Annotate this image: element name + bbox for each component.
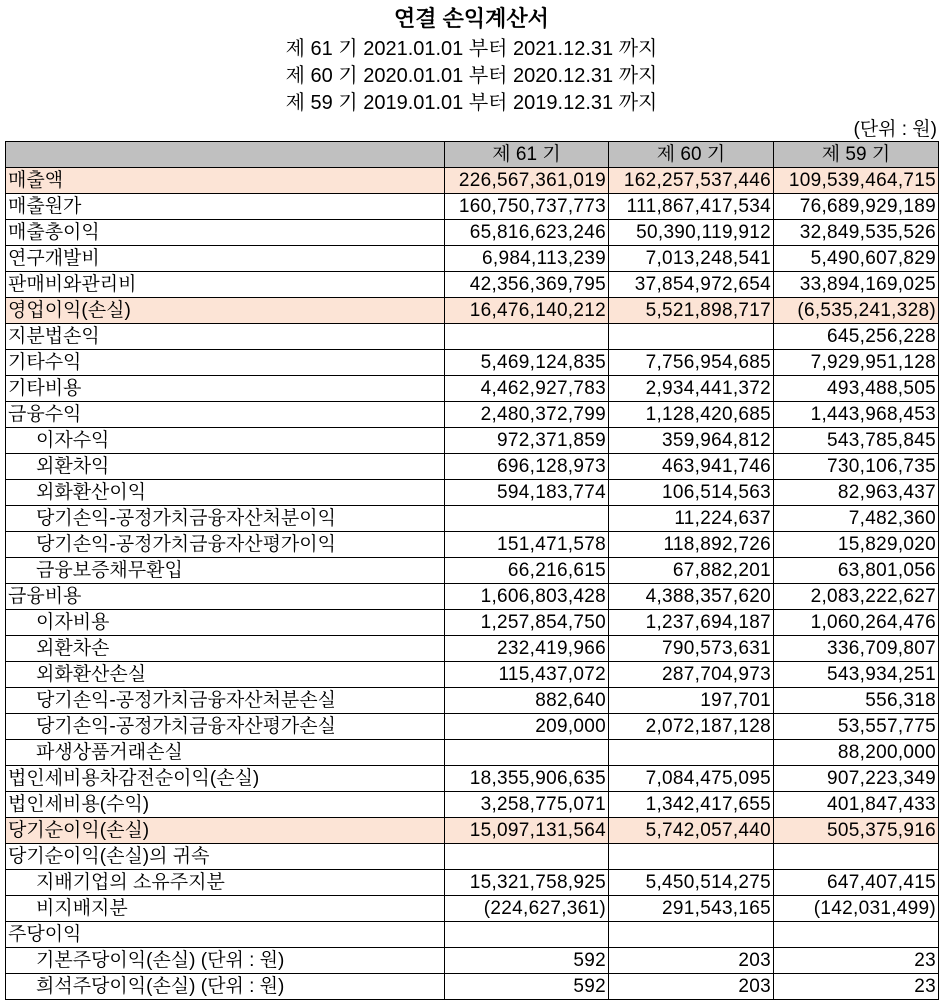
value-cell-60: 197,701 bbox=[609, 688, 774, 714]
row-label: 당기순이익(손실)의 귀속 bbox=[6, 844, 445, 870]
value-cell-60: 4,388,357,620 bbox=[609, 584, 774, 610]
column-header-59: 제 59 기 bbox=[774, 142, 939, 168]
row-label: 기타비용 bbox=[6, 376, 445, 402]
table-row bbox=[6, 454, 939, 480]
value-cell-59: 505,375,916 bbox=[774, 818, 939, 844]
value-cell-60: 203 bbox=[609, 948, 774, 974]
income-statement-table bbox=[5, 141, 939, 1000]
value-cell-60: 1,342,417,655 bbox=[609, 792, 774, 818]
table-row bbox=[6, 246, 939, 272]
table-row bbox=[6, 662, 939, 688]
table-row bbox=[6, 948, 939, 974]
value-cell-59: 730,106,735 bbox=[774, 454, 939, 480]
table-row bbox=[6, 610, 939, 636]
value-cell-60: 118,892,726 bbox=[609, 532, 774, 558]
statement-title: 연결 손익계산서 bbox=[394, 6, 549, 31]
value-cell-61: 209,000 bbox=[445, 714, 609, 740]
value-cell-60: 1,237,694,187 bbox=[609, 610, 774, 636]
table-row bbox=[6, 558, 939, 584]
value-cell-59: 543,934,251 bbox=[774, 662, 939, 688]
row-label: 지배기업의 소유주지분 bbox=[6, 870, 445, 896]
value-cell-61: 6,984,113,239 bbox=[445, 246, 609, 272]
value-cell-59: (142,031,499) bbox=[774, 896, 939, 922]
value-cell-61: 592 bbox=[445, 948, 609, 974]
period-60: 제 60 기 2020.01.01 부터 2020.12.31 까지 bbox=[285, 65, 658, 87]
table-row bbox=[6, 532, 939, 558]
period-61: 제 61 기 2021.01.01 부터 2021.12.31 까지 bbox=[285, 38, 658, 60]
value-cell-60 bbox=[609, 844, 774, 870]
value-cell-61 bbox=[445, 922, 609, 948]
row-label: 매출총이익 bbox=[6, 220, 445, 246]
value-cell-61: 65,816,623,246 bbox=[445, 220, 609, 246]
row-label: 비지배지분 bbox=[6, 896, 445, 922]
value-cell-61: 226,567,361,019 bbox=[445, 168, 609, 194]
value-cell-61: 18,355,906,635 bbox=[445, 766, 609, 792]
value-cell-61: 42,356,369,795 bbox=[445, 272, 609, 298]
value-cell-61: 1,257,854,750 bbox=[445, 610, 609, 636]
value-cell-59: 336,709,807 bbox=[774, 636, 939, 662]
value-cell-60: 287,704,973 bbox=[609, 662, 774, 688]
row-label: 금융비용 bbox=[6, 584, 445, 610]
table-row bbox=[6, 194, 939, 220]
value-cell-59 bbox=[774, 922, 939, 948]
value-cell-61: 3,258,775,071 bbox=[445, 792, 609, 818]
value-cell-61: 151,471,578 bbox=[445, 532, 609, 558]
value-cell-60: 2,072,187,128 bbox=[609, 714, 774, 740]
table-row bbox=[6, 974, 939, 1000]
value-cell-60: 1,128,420,685 bbox=[609, 402, 774, 428]
value-cell-61: 5,469,124,835 bbox=[445, 350, 609, 376]
table-row bbox=[6, 922, 939, 948]
value-cell-60: 463,941,746 bbox=[609, 454, 774, 480]
value-cell-59: 88,200,000 bbox=[774, 740, 939, 766]
value-cell-59: 1,443,968,453 bbox=[774, 402, 939, 428]
value-cell-60: 7,013,248,541 bbox=[609, 246, 774, 272]
value-cell-59: 401,847,433 bbox=[774, 792, 939, 818]
value-cell-60: 790,573,631 bbox=[609, 636, 774, 662]
value-cell-59: 76,689,929,189 bbox=[774, 194, 939, 220]
row-label: 법인세비용차감전순이익(손실) bbox=[6, 766, 445, 792]
row-label: 희석주당이익(손실) (단위 : 원) bbox=[6, 974, 445, 1000]
value-cell-61: 592 bbox=[445, 974, 609, 1000]
value-cell-61: 882,640 bbox=[445, 688, 609, 714]
table-row bbox=[6, 220, 939, 246]
table-row bbox=[6, 766, 939, 792]
row-label: 당기손익-공정가치금융자산처분손실 bbox=[6, 688, 445, 714]
table-row bbox=[6, 636, 939, 662]
row-label: 법인세비용(수익) bbox=[6, 792, 445, 818]
table-row bbox=[6, 376, 939, 402]
row-label: 영업이익(손실) bbox=[6, 298, 445, 324]
value-cell-59: 53,557,775 bbox=[774, 714, 939, 740]
table-row bbox=[6, 506, 939, 532]
value-cell-60: 5,521,898,717 bbox=[609, 298, 774, 324]
column-header-account bbox=[6, 142, 445, 168]
value-cell-60: 7,084,475,095 bbox=[609, 766, 774, 792]
column-header-61: 제 61 기 bbox=[445, 142, 609, 168]
value-cell-59: 907,223,349 bbox=[774, 766, 939, 792]
value-cell-59: 556,318 bbox=[774, 688, 939, 714]
value-cell-59: 493,488,505 bbox=[774, 376, 939, 402]
value-cell-59: 7,929,951,128 bbox=[774, 350, 939, 376]
value-cell-59: 32,849,535,526 bbox=[774, 220, 939, 246]
table-row bbox=[6, 272, 939, 298]
value-cell-60 bbox=[609, 324, 774, 350]
header-row bbox=[6, 142, 939, 168]
value-cell-60: 7,756,954,685 bbox=[609, 350, 774, 376]
value-cell-61: 696,128,973 bbox=[445, 454, 609, 480]
value-cell-59: 543,785,845 bbox=[774, 428, 939, 454]
row-label: 매출액 bbox=[6, 168, 445, 194]
value-cell-59: 82,963,437 bbox=[774, 480, 939, 506]
row-label: 판매비와관리비 bbox=[6, 272, 445, 298]
value-cell-59: 5,490,607,829 bbox=[774, 246, 939, 272]
value-cell-60: 50,390,119,912 bbox=[609, 220, 774, 246]
value-cell-61: 15,321,758,925 bbox=[445, 870, 609, 896]
row-label: 기본주당이익(손실) (단위 : 원) bbox=[6, 948, 445, 974]
value-cell-59: 109,539,464,715 bbox=[774, 168, 939, 194]
value-cell-59: 63,801,056 bbox=[774, 558, 939, 584]
table-row bbox=[6, 688, 939, 714]
value-cell-60: 67,882,201 bbox=[609, 558, 774, 584]
table-row bbox=[6, 714, 939, 740]
column-header-60: 제 60 기 bbox=[609, 142, 774, 168]
value-cell-59: 647,407,415 bbox=[774, 870, 939, 896]
row-label: 당기순이익(손실) bbox=[6, 818, 445, 844]
value-cell-59: 645,256,228 bbox=[774, 324, 939, 350]
table-row bbox=[6, 428, 939, 454]
value-cell-61 bbox=[445, 324, 609, 350]
value-cell-61: 4,462,927,783 bbox=[445, 376, 609, 402]
row-label: 당기손익-공정가치금융자산평가손실 bbox=[6, 714, 445, 740]
value-cell-60: 291,543,165 bbox=[609, 896, 774, 922]
row-label: 매출원가 bbox=[6, 194, 445, 220]
value-cell-59: 33,894,169,025 bbox=[774, 272, 939, 298]
value-cell-59: 2,083,222,627 bbox=[774, 584, 939, 610]
row-label: 이자비용 bbox=[6, 610, 445, 636]
period-59: 제 59 기 2019.01.01 부터 2019.12.31 까지 bbox=[285, 92, 658, 114]
value-cell-61: (224,627,361) bbox=[445, 896, 609, 922]
value-cell-61: 16,476,140,212 bbox=[445, 298, 609, 324]
value-cell-59: 23 bbox=[774, 948, 939, 974]
row-label: 연구개발비 bbox=[6, 246, 445, 272]
value-cell-61: 115,437,072 bbox=[445, 662, 609, 688]
row-label: 외화환산이익 bbox=[6, 480, 445, 506]
value-cell-61: 160,750,737,773 bbox=[445, 194, 609, 220]
row-label: 지분법손익 bbox=[6, 324, 445, 350]
value-cell-61: 594,183,774 bbox=[445, 480, 609, 506]
row-label: 파생상품거래손실 bbox=[6, 740, 445, 766]
value-cell-60: 37,854,972,654 bbox=[609, 272, 774, 298]
unit-label: (단위 : 원) bbox=[853, 119, 937, 140]
table-row bbox=[6, 740, 939, 766]
value-cell-61: 972,371,859 bbox=[445, 428, 609, 454]
value-cell-61: 1,606,803,428 bbox=[445, 584, 609, 610]
value-cell-60: 2,934,441,372 bbox=[609, 376, 774, 402]
value-cell-61 bbox=[445, 740, 609, 766]
table-row bbox=[6, 480, 939, 506]
value-cell-59: 23 bbox=[774, 974, 939, 1000]
value-cell-60: 359,964,812 bbox=[609, 428, 774, 454]
row-label: 이자수익 bbox=[6, 428, 445, 454]
table-row bbox=[6, 870, 939, 896]
row-label: 금융보증채무환입 bbox=[6, 558, 445, 584]
value-cell-61: 232,419,966 bbox=[445, 636, 609, 662]
value-cell-60 bbox=[609, 740, 774, 766]
value-cell-59: (6,535,241,328) bbox=[774, 298, 939, 324]
value-cell-60: 111,867,417,534 bbox=[609, 194, 774, 220]
table-row bbox=[6, 584, 939, 610]
row-label: 외화환산손실 bbox=[6, 662, 445, 688]
value-cell-60: 5,450,514,275 bbox=[609, 870, 774, 896]
value-cell-59: 15,829,020 bbox=[774, 532, 939, 558]
row-label: 기타수익 bbox=[6, 350, 445, 376]
table-row bbox=[6, 818, 939, 844]
value-cell-61 bbox=[445, 506, 609, 532]
row-label: 당기손익-공정가치금융자산처분이익 bbox=[6, 506, 445, 532]
value-cell-60 bbox=[609, 922, 774, 948]
value-cell-60: 203 bbox=[609, 974, 774, 1000]
row-label: 금융수익 bbox=[6, 402, 445, 428]
row-label: 외환차손 bbox=[6, 636, 445, 662]
value-cell-61: 66,216,615 bbox=[445, 558, 609, 584]
value-cell-59: 1,060,264,476 bbox=[774, 610, 939, 636]
table-row bbox=[6, 896, 939, 922]
table-row bbox=[6, 168, 939, 194]
row-label: 외환차익 bbox=[6, 454, 445, 480]
value-cell-60: 5,742,057,440 bbox=[609, 818, 774, 844]
table-row bbox=[6, 402, 939, 428]
value-cell-59: 7,482,360 bbox=[774, 506, 939, 532]
table-row bbox=[6, 844, 939, 870]
value-cell-60: 11,224,637 bbox=[609, 506, 774, 532]
table-row bbox=[6, 298, 939, 324]
value-cell-61 bbox=[445, 844, 609, 870]
value-cell-61: 2,480,372,799 bbox=[445, 402, 609, 428]
table-row bbox=[6, 792, 939, 818]
table-row bbox=[6, 350, 939, 376]
table-row bbox=[6, 324, 939, 350]
value-cell-60: 106,514,563 bbox=[609, 480, 774, 506]
value-cell-61: 15,097,131,564 bbox=[445, 818, 609, 844]
value-cell-59 bbox=[774, 844, 939, 870]
value-cell-60: 162,257,537,446 bbox=[609, 168, 774, 194]
row-label: 당기손익-공정가치금융자산평가이익 bbox=[6, 532, 445, 558]
row-label: 주당이익 bbox=[6, 922, 445, 948]
